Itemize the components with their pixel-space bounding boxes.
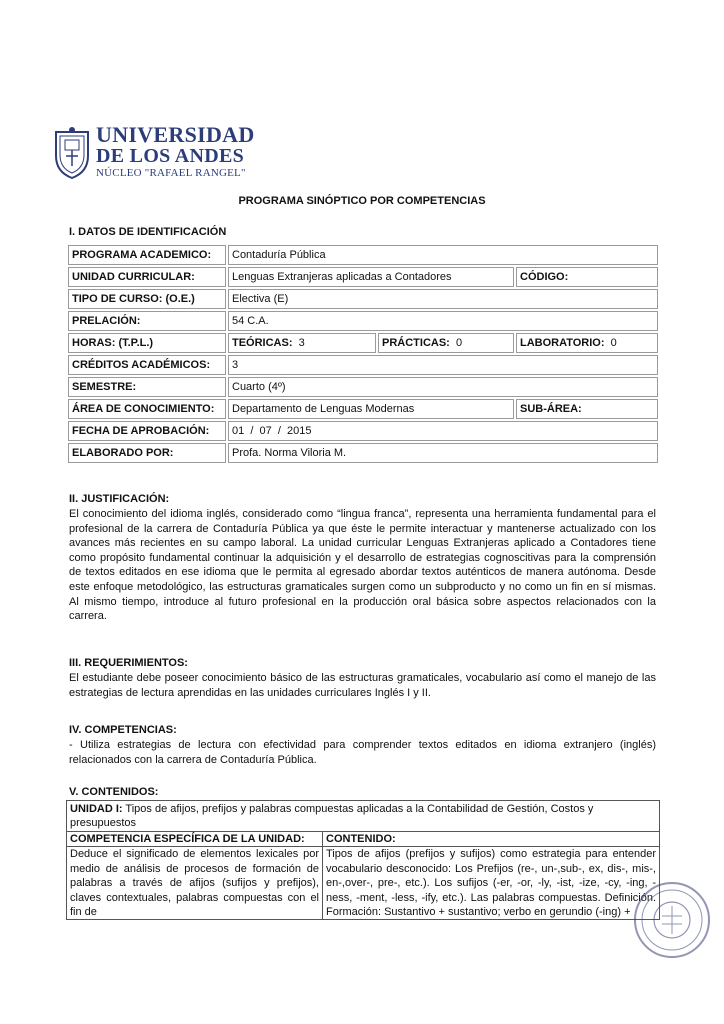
fecha-value: 01 / 07 / 2015 [228, 421, 658, 441]
official-stamp-icon [632, 880, 712, 960]
subarea-label: SUB-ÁREA: [516, 399, 658, 419]
section-3-title: III. REQUERIMIENTOS: [69, 657, 188, 669]
contenido-text: Tipos de afijos (prefijos y sufijos) como estrategia para entender vocabulario desconocido: Los Prefijos (re-, un-,sub-, ex, dis-, mis-, en-,over-, pre-, etc.). Los sufijos (-er, -or, -ly, -ist, -ize, -cy, -ing, -ness, -ment, -less, -ify, etc.). Las palabras compuestas. Definición. Formación: Sustantivo + sustantivo; verbo en gerundio (-ing) + [326, 848, 656, 919]
requerimientos-text: El estudiante debe poseer conocimiento básico de las estructuras gramaticales, vocabulario así como el manejo de las estrategias de lectura aprendidas en las unidades curriculares Inglés I y II. [69, 672, 656, 699]
section-2-title: II. JUSTIFICACIÓN: [69, 493, 170, 505]
creditos-value: 3 [228, 355, 658, 375]
unidad-label: UNIDAD CURRICULAR: [68, 267, 226, 287]
teoricas-value: 3 [298, 337, 305, 349]
table-row [68, 355, 658, 375]
table-row [68, 443, 658, 463]
practicas-cell [378, 333, 514, 353]
table-row [68, 377, 658, 397]
elaborado-value: Profa. Norma Viloria M. [228, 443, 658, 463]
unit-header [67, 801, 659, 832]
area-value: Departamento de Lenguas Modernas [228, 399, 514, 419]
teoricas-cell [228, 333, 376, 353]
table-row [68, 333, 658, 353]
horas-label: HORAS: (T.P.L.) [68, 333, 226, 353]
elaborado-label: ELABORADO POR: [68, 443, 226, 463]
teoricas-label: TEÓRICAS: [232, 337, 293, 349]
unit-label: UNIDAD I: [70, 803, 123, 815]
semestre-value: Cuarto (4º) [228, 377, 658, 397]
programa-label: PROGRAMA ACADEMICO: [68, 245, 226, 265]
document-title: PROGRAMA SINÓPTICO POR COMPETENCIAS [238, 195, 486, 207]
table-row [68, 245, 658, 265]
unit-title: Tipos de afijos, prefijos y palabras compuestas aplicadas a la Contabilidad de Gestión, Costos y presupuestos [70, 803, 594, 829]
practicas-value: 0 [455, 337, 463, 349]
practicas-label: PRÁCTICAS: [382, 337, 450, 349]
contenidos-table [66, 800, 660, 920]
competencias-text: - Utiliza estrategias de lectura con efectividad para comprender textos editados en idioma extranjero (inglés) relacionados con la carrera de Contaduría Pública. [69, 739, 656, 766]
contenido-column [323, 832, 659, 919]
programa-value: Contaduría Pública [228, 245, 658, 265]
competencia-header: COMPETENCIA ESPECÍFICA DE LA UNIDAD: [67, 832, 322, 847]
creditos-label: CRÉDITOS ACADÉMICOS: [68, 355, 226, 375]
logo-line-1: UNIVERSIDAD [96, 122, 255, 147]
codigo-label: CÓDIGO: [516, 267, 658, 287]
university-seal-icon [52, 126, 92, 180]
university-logo [52, 122, 255, 182]
tipo-label: TIPO DE CURSO: (O.E.) [68, 289, 226, 309]
area-label: ÁREA DE CONOCIMIENTO: [68, 399, 226, 419]
competencia-text: Deduce el significado de elementos lexicales por medio de análisis de procesos de formación de palabras a través de afijos (sufijos y prefijos), claves contextuales, palabras compuestas con el fin de [70, 848, 319, 919]
fecha-label: FECHA DE APROBACIÓN: [68, 421, 226, 441]
contenido-header: CONTENIDO: [323, 832, 659, 847]
laboratorio-label: LABORATORIO: [520, 337, 605, 349]
table-row [68, 311, 658, 331]
justificacion-text: El conocimiento del idioma inglés, considerado como “lingua franca”, representa una herramienta fundamental para el profesional de la carrera de Contaduría Pública ya que éste le permite interactuar y mantenerse actualizado con los avances más recientes en su campo laboral. La unidad curricular Lenguas Extranjeras aplicado a Contadores tiene como propósito fundamental continuar la adquisición y el desarrollo de estrategias cognoscitivas para la comprensión de textos editados en ese idioma que le permita al egresado abordar textos auténticos de manera autónoma. Desde este enfoque metodológico, las estructuras gramaticales surgen como un subproducto y no como un fin en sí mismas. Al mismo tiempo, introduce al futuro profesional en la producción oral básica sobre aspectos relacionados con la carrera. [69, 508, 656, 623]
laboratorio-value: 0 [610, 337, 617, 349]
identification-table [66, 243, 660, 465]
tipo-value: Electiva (E) [228, 289, 658, 309]
competencia-column [67, 832, 323, 919]
prelacion-label: PRELACIÓN: [68, 311, 226, 331]
table-row [68, 399, 658, 419]
laboratorio-cell [516, 333, 658, 353]
table-row [68, 421, 658, 441]
section-1-title: I. DATOS DE IDENTIFICACIÓN [69, 226, 227, 238]
logo-line-2: DE LOS ANDES [96, 145, 245, 167]
logo-line-3: NÚCLEO "RAFAEL RANGEL" [96, 167, 246, 179]
table-row [68, 289, 658, 309]
section-5-title: V. CONTENIDOS: [69, 786, 159, 798]
section-4-title: IV. COMPETENCIAS: [69, 724, 177, 736]
unidad-value: Lenguas Extranjeras aplicadas a Contadores [228, 267, 514, 287]
semestre-label: SEMESTRE: [68, 377, 226, 397]
prelacion-value: 54 C.A. [228, 311, 658, 331]
table-row [68, 267, 658, 287]
